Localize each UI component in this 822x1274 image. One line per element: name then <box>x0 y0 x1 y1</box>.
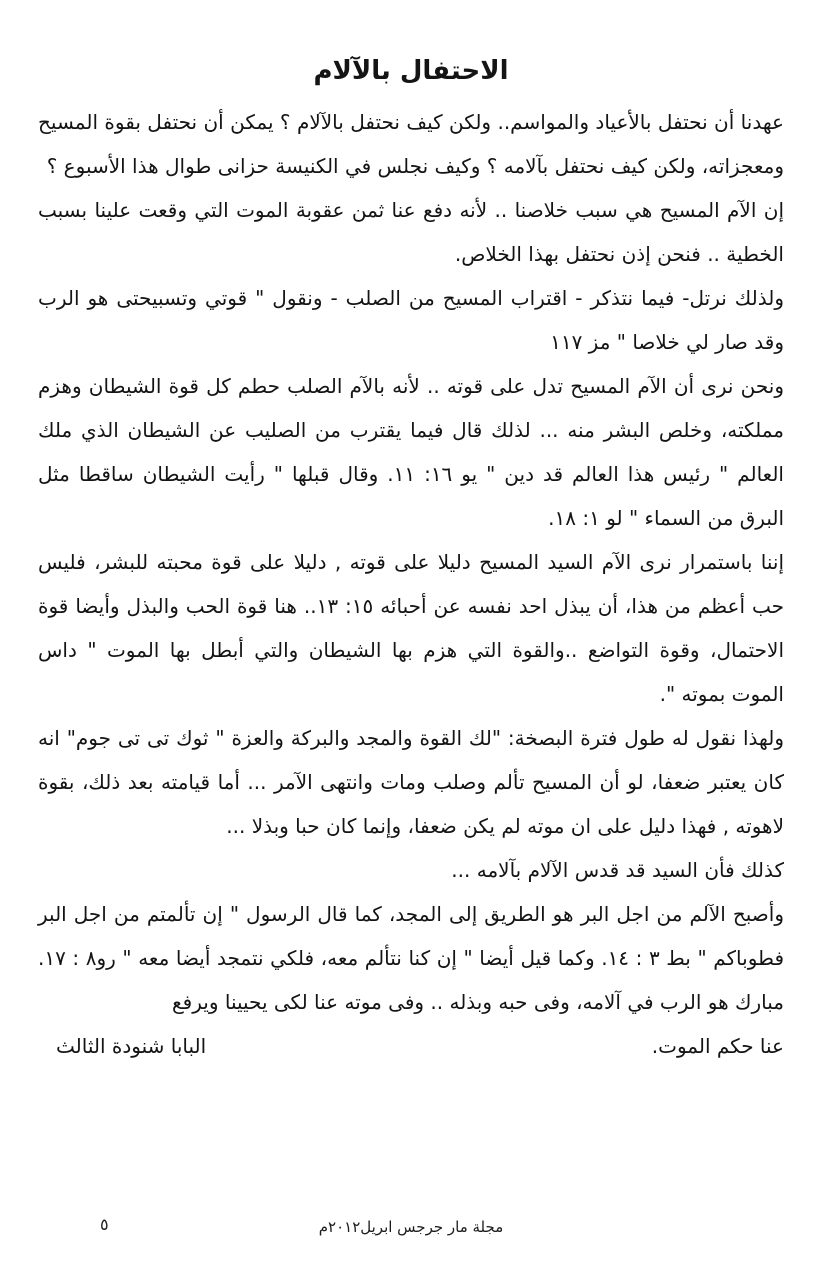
closing-line: عنا حكم الموت. <box>651 1034 784 1058</box>
article-paragraph: إن الآم المسيح هي سبب خلاصنا .. لأنه دفع عنا ثمن عقوبة الموت التي وقعت علينا بسبب الخطية .. فنحن إذن نحتفل بهذا الخلاص. <box>38 198 784 266</box>
article-paragraph: كذلك فأن السيد قد قدس الآلام بآلامه ... <box>451 858 784 882</box>
article-title: الاحتفال بالآلام <box>313 56 509 86</box>
article-paragraph: إننا باستمرار نرى الآم السيد المسيح دليلا على قوته , دليلا على قوة محبته للبشر، فليس حب أعظم من هذا، أن يبذل احد نفسه عن أحبائه ١٥: ١٣.. هنا قوة الحب والبذل وأيضا قوة الاحتمال، وقوة التواضع ..والقوة التي هزم بها الشيطان والتي أبطل بها الموت " داس الموت بموته ". <box>38 550 784 706</box>
article-paragraph: ولذلك نرتل- فيما نتذكر - اقتراب المسيح من الصلب - ونقول " قوتي وتسبيحتى هو الرب وقد صار لي خلاصا " مز ١١٧ <box>38 286 784 354</box>
article-paragraph: وأصبح الآلم من اجل البر هو الطريق إلى المجد، كما قال الرسول " إن تألمتم من اجل البر فطوباكم " بط ٣ : ١٤. وكما قيل أيضا " إن كنا نتألم معه، فلكي نتمجد أيضا معه " رو٨ : ١٧. مبارك هو الرب في آلامه، وفى حبه وبذله .. وفى موته عنا لكى يحيينا ويرفع <box>38 902 785 1014</box>
footer-page-number: ٥ <box>100 1215 109 1234</box>
article-paragraph: ونحن نرى أن الآم المسيح تدل على قوته .. لأنه بالآم الصلب حطم كل قوة الشيطان وهزم مملكته، وخلص البشر منه ... لذلك قال فيما يقترب من الصليب عن الشيطان الذي ملك العالم " رئيس هذا العالم قد دين " يو ١٦: ١١. وقال قبلها " رأيت الشيطان ساقطا مثل البرق من السماء " لو ١: ١٨. <box>38 374 784 530</box>
closing-row <box>38 1024 784 1068</box>
author-signature: البابا شنودة الثالث <box>56 1034 207 1058</box>
article-paragraph: عهدنا أن نحتفل بالأعياد والمواسم.. ولكن كيف نحتفل بالآلام ؟ يمكن أن نحتفل بقوة المسيح ومعجزاته، ولكن كيف نحتفل بآلامه ؟ وكيف نجلس في الكنيسة حزانى طوال هذا الأسبوع ؟ <box>38 110 784 178</box>
article-paragraph: ولهذا نقول له طول فترة البصخة: "لك القوة والمجد والبركة والعزة " ثوك تى تى جوم" انه كان يعتبر ضعفا، لو أن المسيح تألم وصلب ومات وانتهى الآمر ... أما قيامته بعد ذلك، بقوة لاهوته , فهذا دليل على ان موته لم يكن ضعفا، وإنما كان حبا وبذلا ... <box>38 726 784 838</box>
article-body <box>0 92 822 1068</box>
footer-magazine-title: مجلة مار جرجس ابريل٢٠١٢م <box>318 1218 504 1236</box>
